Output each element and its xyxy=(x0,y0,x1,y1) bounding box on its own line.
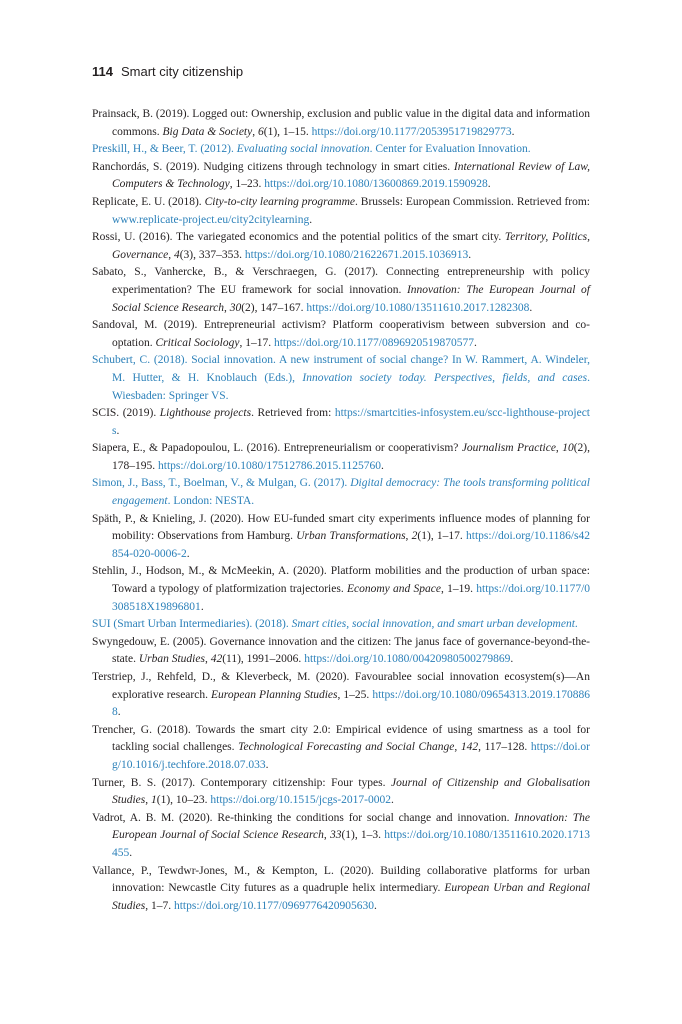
reference-entry xyxy=(92,563,590,616)
reference-entry xyxy=(92,775,590,810)
reference-italic-text: 30 xyxy=(229,301,242,314)
reference-text: , xyxy=(555,442,563,455)
doi-link[interactable]: https://doi.org/10.1080/13511610.2017.1282308 xyxy=(306,301,530,314)
reference-text: Ranchordás, S. (2019). Nudging citizens through technology in smart cities. xyxy=(92,160,454,173)
reference-italic-text: 10 xyxy=(562,442,574,455)
reference-entry xyxy=(92,634,590,669)
doi-link[interactable]: https://doi.org/10.1177/0969776420905630 xyxy=(173,899,374,912)
reference-text: Vallance, P., Tewdwr-Jones, M., & Kempton, L. (2020). Building collaborative platforms for urban innovation: Newcastle City futures as a quadruple helix intermediary. xyxy=(92,864,590,895)
reference-text: , 1–23. xyxy=(229,178,265,191)
reference-italic-text: 142 xyxy=(460,741,479,754)
reference-entry xyxy=(92,317,590,352)
reference-entry xyxy=(92,141,590,159)
reference-entry xyxy=(92,669,590,722)
reference-text: . xyxy=(265,758,269,771)
reference-text: , xyxy=(204,653,211,666)
reference-text: , xyxy=(223,301,230,314)
reference-text: Prainsack, B. (2019). Logged out: Ownership, exclusion and public value in the digital data and information commons. xyxy=(92,108,590,138)
reference-italic-text: Critical Sociology xyxy=(155,336,240,349)
reference-list xyxy=(92,106,590,915)
reference-text: . xyxy=(373,899,377,912)
reference-text: . xyxy=(116,424,120,437)
reference-italic-text: 1 xyxy=(150,794,157,807)
reference-text: . xyxy=(200,600,204,613)
reference-text: . xyxy=(309,213,313,226)
reference-text: Schubert, C. (2018). Social innovation. A new instrument of social change? In W. Rammert, A. Windeler, M. Hutter, & H. Knoblauch (Eds.), xyxy=(92,354,590,384)
reference-italic-text: Innovation society today. Perspectives, fields, and cases xyxy=(302,371,588,384)
reference-italic-text: Journalism Practice xyxy=(461,442,556,455)
reference-text: Späth, P., & Knieling, J. (2020). How EU-funded smart city experiments influence modes of planning for mobility: Observations from Hamburg. xyxy=(92,512,590,543)
doi-link[interactable]: https://doi.org/10.1080/09654313.2019.1708868 xyxy=(112,688,591,719)
reference-text: Siapera, E., & Papadopoulou, L. (2016). Entrepreneurialism or cooperativism? xyxy=(92,442,462,455)
running-header xyxy=(92,64,243,79)
doi-link[interactable]: https://doi.org/10.1177/2053951719829773 xyxy=(311,125,512,138)
doi-link[interactable]: https://doi.org/10.1080/13600869.2019.1590928 xyxy=(264,178,488,191)
reference-entry xyxy=(92,722,590,775)
doi-link[interactable]: https://smartcities-infosystem.eu/scc-lighthouse-projects xyxy=(112,407,590,437)
reference-text: Trencher, G. (2018). Towards the smart city 2.0: Empirical evidence of using smartness as a tool for tackling social challenges. xyxy=(92,723,590,754)
reference-entry xyxy=(92,159,590,194)
doi-link[interactable]: https://doi.org/10.1080/13511610.2020.1713455 xyxy=(112,829,590,859)
reference-text: (3), 337–353. xyxy=(179,248,245,261)
running-title: Smart city citizenship xyxy=(120,64,244,79)
reference-entry xyxy=(92,405,590,440)
reference-entry xyxy=(92,264,590,317)
reference-text: Rossi, U. (2016). The variegated economics and the potential politics of the smart city. xyxy=(92,231,505,244)
reference-text: Vadrot, A. B. M. (2020). Re-thinking the conditions for social change and innovation. xyxy=(92,811,515,824)
reference-text: , xyxy=(454,741,461,754)
reference-text: , 1–25. xyxy=(337,688,373,701)
reference-italic-text: Economy and Space xyxy=(346,583,441,596)
reference-text: . xyxy=(510,653,514,666)
reference-text: Sabato, S., Vanhercke, B., & Verschraegen, G. (2017). Connecting entrepreneurship with policy experimentation? The EU framework for social innovation. xyxy=(92,266,590,296)
reference-italic-text: International Review of Law, Computers & Technology xyxy=(112,160,590,191)
reference-italic-text: Big Data & Society xyxy=(162,125,253,138)
reference-italic-text: Innovation: The European Journal of Social Science Research xyxy=(112,811,590,842)
reference-italic-text: Innovation: The European Journal of Social Science Research xyxy=(112,283,590,314)
reference-text: . xyxy=(391,794,394,807)
reference-text: SUI (Smart Urban Intermediaries). (2018). xyxy=(92,618,292,631)
reference-entry xyxy=(92,810,590,863)
reference-text: , 1–19. xyxy=(441,583,477,596)
reference-text: (1), 10–23. xyxy=(156,794,211,807)
doi-link[interactable]: https://doi.org/10.1080/17512786.2015.1125760 xyxy=(158,459,381,472)
reference-text: . xyxy=(487,178,491,191)
reference-entry xyxy=(92,229,590,264)
doi-link[interactable]: https://doi.org/10.1016/j.techfore.2018.07.033 xyxy=(112,741,590,771)
reference-italic-text: 6 xyxy=(257,125,264,138)
reference-entry xyxy=(92,440,590,475)
reference-text: . Wiesbaden: Springer VS. xyxy=(112,371,590,402)
reference-text: (1), 1–17. xyxy=(417,530,467,543)
reference-italic-text: 42 xyxy=(210,653,223,666)
reference-text: Replicate, E. U. (2018). xyxy=(92,195,205,208)
reference-text: , xyxy=(145,794,151,807)
reference-italic-text: Urban Transformations xyxy=(296,530,406,543)
reference-italic-text: 33 xyxy=(329,829,342,842)
reference-text: (11), 1991–2006. xyxy=(222,653,305,666)
reference-text: Terstriep, J., Rehfeld, D., & Kleverbeck, M. (2020). Favourablee social innovation ecosystem(s)—An explorative research. xyxy=(92,671,590,701)
reference-text: (1), 1–15. xyxy=(263,125,312,138)
doi-link[interactable]: www.replicate-project.eu/city2citylearning xyxy=(112,213,310,226)
reference-text: Preskill, H., & Beer, T. (2012). xyxy=(92,143,237,156)
doi-link[interactable]: https://doi.org/10.1515/jcgs-2017-0002 xyxy=(210,794,391,807)
reference-text: . xyxy=(186,547,190,560)
reference-text: Turner, B. S. (2017). Contemporary citizenship: Four types. xyxy=(92,776,391,789)
reference-text: , xyxy=(405,530,412,543)
reference-text: , xyxy=(252,125,258,138)
reference-text: Sandoval, M. (2019). Entrepreneurial activism? Platform cooperativism between subversion and co-optation. xyxy=(92,319,590,349)
reference-text: , 1–17. xyxy=(239,336,274,349)
reference-text: SCIS. (2019). xyxy=(92,407,160,420)
doi-link[interactable]: https://doi.org/10.1186/s42854-020-0006-2 xyxy=(112,530,590,560)
doi-link[interactable]: https://doi.org/10.1177/0896920519870577 xyxy=(273,336,474,349)
reference-italic-text: European Urban and Regional Studies xyxy=(112,882,590,912)
reference-text: . xyxy=(574,618,578,631)
reference-entry xyxy=(92,511,590,564)
reference-text: . xyxy=(511,125,515,138)
doi-link[interactable]: https://doi.org/10.1080/21622671.2015.1036913 xyxy=(244,248,469,261)
reference-entry xyxy=(92,616,590,634)
reference-italic-text: 4 xyxy=(173,248,180,261)
reference-italic-text: Urban Studies xyxy=(138,653,205,666)
reference-text: , 117–128. xyxy=(478,741,531,754)
reference-italic-text: Territory, Politics, Governance xyxy=(112,231,590,261)
reference-text: . xyxy=(468,248,472,261)
reference-italic-text: Journal of Citizenship and Globalisation Studies xyxy=(112,776,590,807)
reference-text: . London: NESTA. xyxy=(167,495,255,508)
reference-text: (2), 147–167. xyxy=(241,301,307,314)
reference-italic-text: European Planning Studies xyxy=(211,688,338,701)
reference-text: . xyxy=(117,706,121,719)
reference-text: , xyxy=(323,829,330,842)
reference-text: , 1–7. xyxy=(145,899,174,912)
reference-italic-text: City-to-city learning programme xyxy=(204,195,356,208)
reference-text: . xyxy=(380,459,384,472)
reference-italic-text: 2 xyxy=(411,530,418,543)
reference-text: . Brussels: European Commission. Retrieved from: xyxy=(355,195,590,208)
reference-text: Simon, J., Bass, T., Boelman, V., & Mulgan, G. (2017). xyxy=(92,477,351,490)
reference-text: . xyxy=(129,846,133,859)
reference-italic-text: Evaluating social innovation xyxy=(236,143,370,156)
reference-text: Stehlin, J., Hodson, M., & McMeekin, A. (2020). Platform mobilities and the production of urban space: Toward a typology of platformization trajectories. xyxy=(92,565,590,596)
doi-link[interactable]: https://doi.org/10.1177/0308518X19896801 xyxy=(112,583,591,613)
reference-text: (2), 178–195. xyxy=(112,442,590,472)
reference-italic-text: Technological Forecasting and Social Change xyxy=(238,741,455,754)
page-number: 114 xyxy=(92,64,113,79)
reference-text: Swyngedouw, E. (2005). Governance innovation and the citizen: The janus face of governance-beyond-the-state. xyxy=(92,635,590,666)
reference-text: . Retrieved from: xyxy=(251,407,335,420)
reference-entry xyxy=(92,352,590,405)
reference-italic-text: Digital democracy: The tools transforming political engagement xyxy=(112,477,590,508)
reference-text: , xyxy=(168,248,174,261)
reference-entry xyxy=(92,863,590,916)
reference-italic-text: Lighthouse projects xyxy=(159,407,252,420)
reference-entry xyxy=(92,106,590,141)
reference-entry xyxy=(92,194,590,229)
reference-text: . xyxy=(529,301,533,314)
reference-text: . xyxy=(473,336,477,349)
reference-text: (1), 1–3. xyxy=(341,829,385,842)
reference-text: . Center for Evaluation Innovation. xyxy=(369,143,531,156)
doi-link[interactable]: https://doi.org/10.1080/00420980500279869 xyxy=(304,653,511,666)
reference-entry xyxy=(92,475,590,510)
reference-italic-text: Smart cities, social innovation, and smart urban development xyxy=(291,618,575,631)
